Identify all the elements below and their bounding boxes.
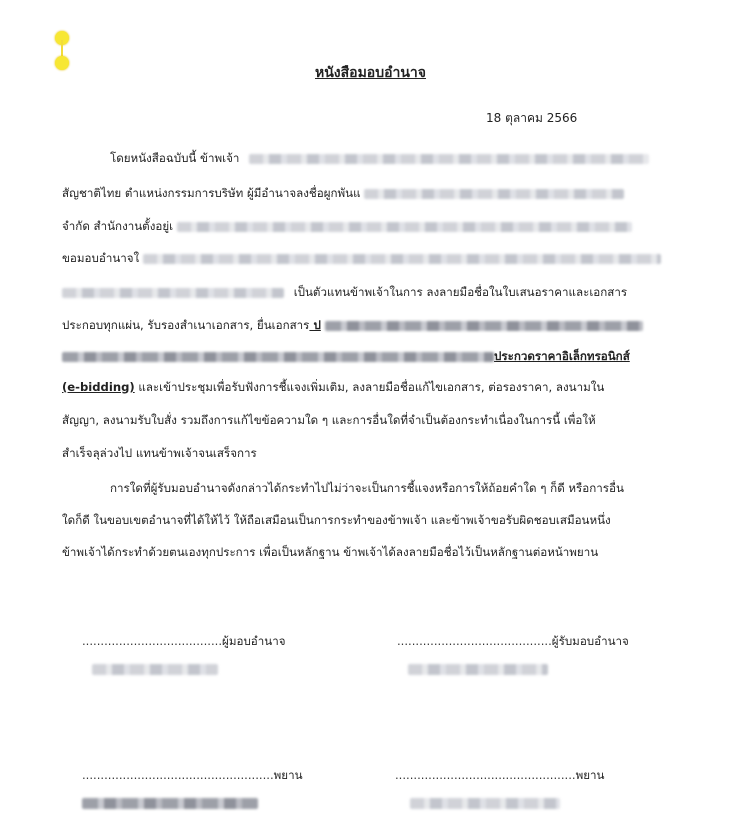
redacted-name [408, 664, 548, 675]
witness1-name-redacted [82, 796, 258, 810]
witness2-signature-line [395, 767, 604, 785]
witness1-signature-line [82, 767, 303, 785]
para1-line9: สัญญา, ลงนามรับใบสั่ง รวมถึงการแก้ไขข้อความใด ๆ และการอื่นใดที่จำเป็นต้องกระทำเนื่องในการนี้ เพื่อให้ [62, 413, 596, 427]
grantor-label: ผู้มอบอำนาจ [222, 634, 286, 648]
para1-line8-bold: (e-bidding) [62, 380, 135, 394]
grantee-dots: .......................................... [397, 634, 552, 648]
grantor-dots: ...................................... [82, 634, 223, 648]
redacted-text [364, 189, 624, 199]
para1-line8 [62, 380, 604, 394]
grantee-signature-line [397, 633, 629, 651]
redacted-text [325, 321, 643, 331]
redacted-name [92, 664, 218, 675]
witness1-label: พยาน [273, 768, 303, 782]
para1-line3 [62, 219, 632, 233]
para1-line4 [62, 251, 661, 265]
para2-line2: ใดก็ดี ในขอบเขตอำนาจที่ได้ให้ไว้ ให้ถือเสมือนเป็นการกระทำของข้าพเจ้า และข้าพเจ้าขอรับผิดชอบเสมือนหนึ่ง [62, 513, 611, 527]
grantor-name-redacted [92, 662, 218, 676]
document-date: 18 ตุลาคม 2566 [486, 111, 578, 125]
para1-line7-bold: ประกวดราคาอิเล็กทรอนิกส์ [494, 349, 630, 363]
para1-line6-text: ประกอบทุกแผ่น, รับรองสำเนาเอกสาร, ยื่นเอกสาร [62, 318, 310, 332]
grantee-name-redacted [408, 662, 548, 676]
redacted-text [143, 254, 661, 264]
witness1-dots: .................................................... [82, 768, 274, 782]
witness2-dots: ................................................. [395, 768, 576, 782]
redacted-name [82, 798, 258, 809]
para1-line5-text: เป็นตัวแทนข้าพเจ้าในการ ลงลายมือชื่อในใบเสนอราคาและเอกสาร [293, 285, 628, 299]
para1-line6-bold: ป [309, 318, 321, 332]
redacted-text [177, 222, 632, 232]
para1-line10: สำเร็จลุล่วงไป แทนข้าพเจ้าจนเสร็จการ [62, 446, 257, 460]
grantor-signature-line [82, 633, 286, 651]
document-title: หนังสือมอบอำนาจ [314, 65, 426, 81]
para1-line3-text: จำกัด สำนักงานตั้งอยู่เ [62, 219, 174, 233]
para1-line7 [62, 349, 630, 363]
para2-line3: ข้าพเจ้าได้กระทำด้วยตนเองทุกประการ เพื่อเป็นหลักฐาน ข้าพเจ้าได้ลงลายมือชื่อไว้เป็นหลักฐานต่อหน้าพยาน [62, 545, 599, 559]
para1-line2 [62, 186, 624, 200]
para2-line1: การใดที่ผู้รับมอบอำนาจดังกล่าวได้กระทำไปไม่ว่าจะเป็นการชี้แจงหรือการให้ถ้อยคำใด ๆ ก็ดี หรือการอื่น [110, 481, 624, 495]
redacted-text [62, 288, 284, 298]
para1-line1 [110, 151, 649, 165]
para1-line8-text: และเข้าประชุมเพื่อรับฟังการชี้แจงเพิ่มเติม, ลงลายมือชื่อแก้ไขเอกสาร, ต่อรองราคา, ลงนามใน [134, 380, 605, 394]
redacted-text [249, 154, 649, 164]
para1-line1-text: โดยหนังสือฉบับนี้ ข้าพเจ้า [110, 151, 240, 165]
para1-line5 [62, 285, 627, 299]
redacted-text [62, 352, 494, 362]
witness2-name-redacted [410, 796, 560, 810]
para1-line4-text: ขอมอบอำนาจใ [62, 251, 140, 265]
grantee-label: ผู้รับมอบอำนาจ [551, 634, 629, 648]
para1-line2-text: สัญชาติไทย ตำแหน่งกรรมการบริษัท ผู้มีอำนาจลงชื่อผูกพันแ [62, 186, 361, 200]
redacted-name [410, 798, 560, 809]
para1-line6 [62, 318, 643, 332]
witness2-label: พยาน [575, 768, 605, 782]
